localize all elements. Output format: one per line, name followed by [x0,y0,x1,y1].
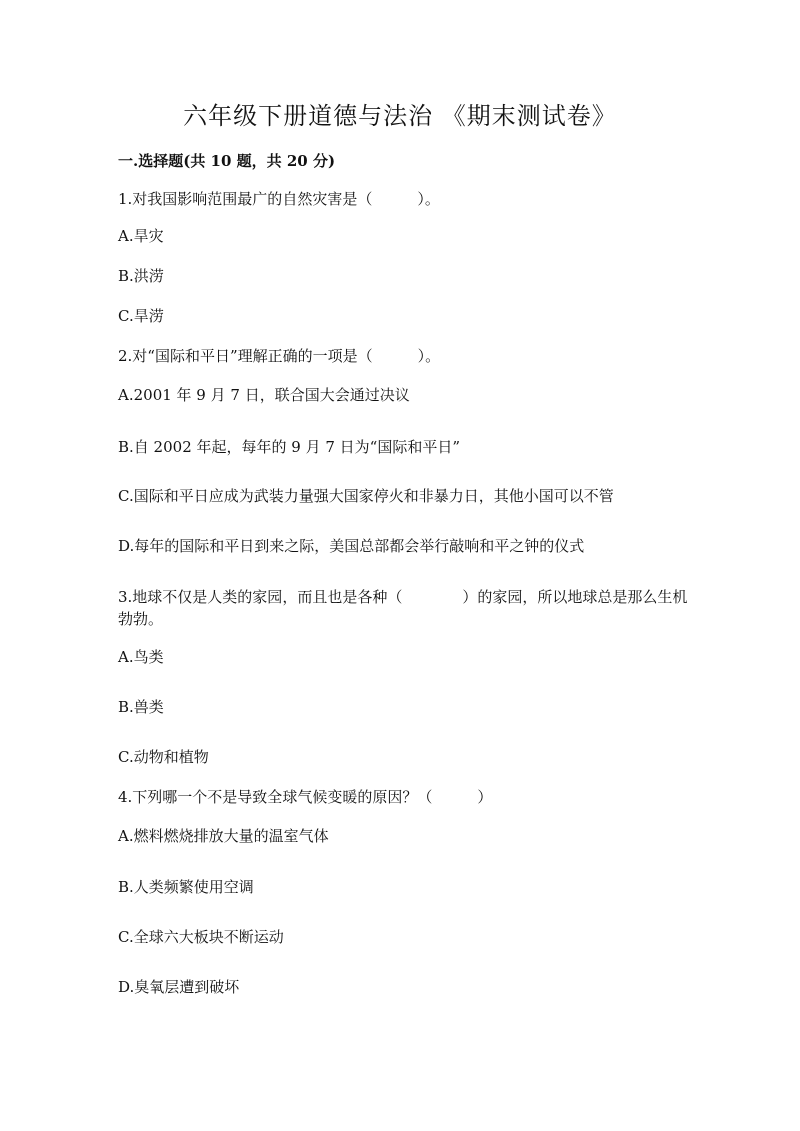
question-3-option-c: C.动物和植物 [118,748,209,766]
question-4-option-b: B.人类频繁使用空调 [118,878,254,896]
question-2-option-c: C.国际和平日应成为武装力量强大国家停火和非暴力日，其他小国可以不管 [118,487,614,505]
question-1-option-b: B.洪涝 [118,267,164,285]
question-3-option-b: B.兽类 [118,698,164,716]
question-4-option-c: C.全球六大板块不断运动 [118,928,284,946]
question-3-option-a: A.鸟类 [118,648,164,666]
page-title: 六年级下册道德与法治 《期末测试卷》 [183,102,617,130]
question-4-option-a: A.燃料燃烧排放大量的温室气体 [118,827,329,845]
question-2-option-d: D.每年的国际和平日到来之际，美国总部都会举行敲响和平之钟的仪式 [118,537,585,555]
question-4-option-d: D.臭氧层遭到破坏 [118,978,240,996]
question-3-stem: 3.地球不仅是人类的家园，而且也是各种（ ）的家园，所以地球总是那么生机勃勃。 [118,588,688,628]
question-1-option-a: A.旱灾 [118,227,164,245]
question-2-stem: 2.对“国际和平日”理解正确的一项是（ ）。 [118,347,441,365]
section-heading: 一.选择题(共 10 题，共 20 分) [118,152,336,170]
question-2-option-a: A.2001 年 9 月 7 日，联合国大会通过决议 [118,386,410,404]
question-4-stem: 4.下列哪一个不是导致全球气候变暖的原因？（ ） [118,788,493,806]
question-1-option-c: C.旱涝 [118,307,164,325]
question-2-option-b: B.自 2002 年起，每年的 9 月 7 日为“国际和平日” [118,438,460,456]
question-1-stem: 1.对我国影响范围最广的自然灾害是（ ）。 [118,190,440,208]
